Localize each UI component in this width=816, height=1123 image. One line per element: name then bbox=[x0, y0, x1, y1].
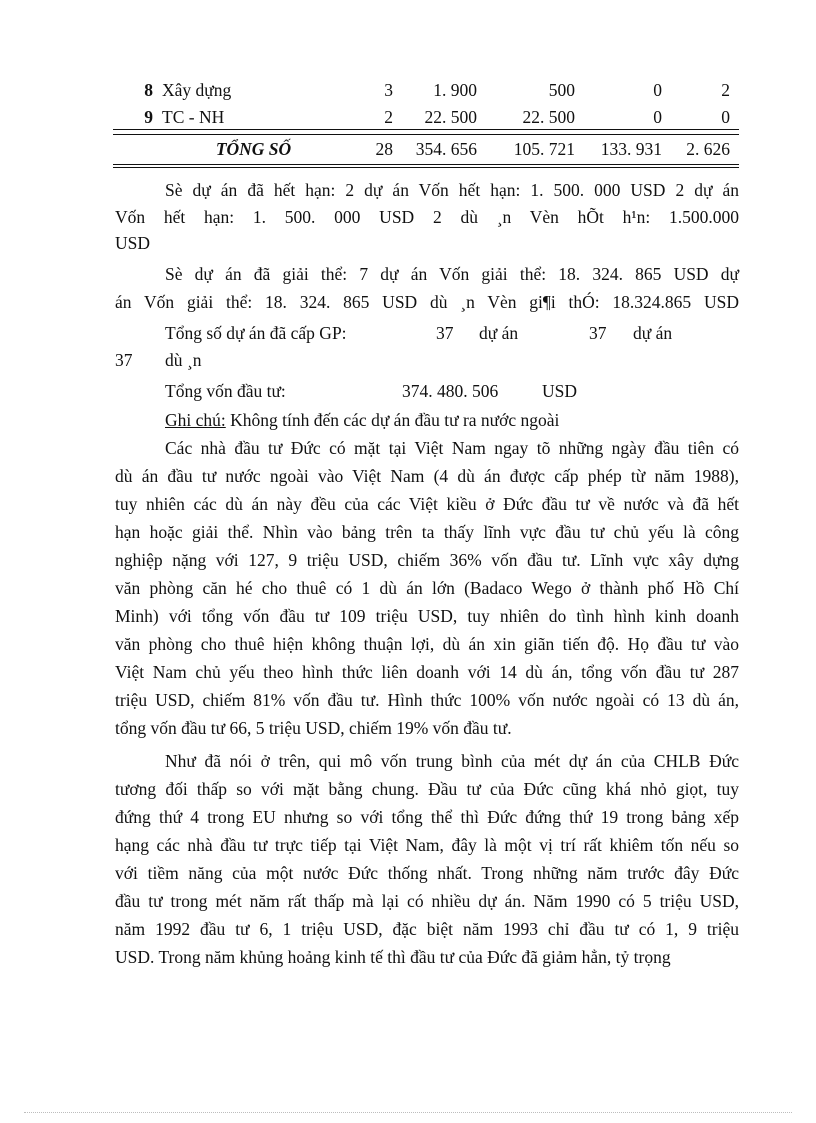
para1-line: tổng vốn đầu tư 66, 5 triệu USD, chiếm 19% vốn đầu tư. bbox=[115, 718, 512, 738]
row-sector: Xây dựng bbox=[162, 80, 232, 100]
para2-line: Như đã nói ở trên, qui mô vốn trung bình của mét dự án của CHLB Đức bbox=[165, 751, 739, 771]
licensed-count-a: 37 bbox=[436, 323, 454, 343]
dissolved-line-2: án Vốn giải thể: 18. 324. 865 USD dù ¸n Vèn gi¶i thÓ: 18.324.865 USD bbox=[115, 292, 739, 312]
licensed-unit-b: dự án bbox=[633, 323, 673, 343]
total-value-2: 354. 656 bbox=[415, 139, 477, 159]
licensed-unit-c: dù ¸n bbox=[165, 350, 202, 370]
row-value-5: 2 bbox=[721, 80, 730, 100]
table-row bbox=[113, 76, 739, 103]
para1-line: hạn hoặc giải thể. Nhìn vào bảng trên ta thấy lĩnh vực đầu tư chủ yếu là công bbox=[115, 522, 739, 542]
licensed-unit-a: dự án bbox=[479, 323, 519, 343]
row-value-5: 0 bbox=[721, 107, 730, 127]
total-label: TỔNG SỐ bbox=[215, 139, 292, 159]
note-text: Không tính đến các dự án đầu tư ra nước ngoài bbox=[225, 410, 560, 430]
capital-label: Tổng vốn đầu tư: bbox=[165, 381, 286, 401]
row-index: 8 bbox=[144, 80, 153, 100]
expired-line-3: USD bbox=[115, 233, 151, 253]
row-value-3: 22. 500 bbox=[522, 107, 575, 127]
para1-line: triệu USD, chiếm 81% vốn đầu tư. Hình thức 100% vốn nước ngoài có 13 dù án, bbox=[115, 690, 739, 710]
licensed-count-c: 37 bbox=[115, 350, 133, 370]
expired-line-1: Sè dự án đã hết hạn: 2 dự án Vốn hết hạn: 1. 500. 000 USD 2 dự án bbox=[165, 180, 739, 200]
table-rule bbox=[113, 167, 739, 168]
expired-line-2: Vốn hết hạn: 1. 500. 000 USD 2 dù ¸n Vèn hÕt h¹n: 1.500.000 bbox=[115, 207, 739, 227]
licensed-row bbox=[115, 322, 739, 344]
licensed-count-b: 37 bbox=[589, 323, 607, 343]
licensed-label: Tổng số dự án đã cấp GP: bbox=[165, 323, 347, 343]
para2-line: tương đối thấp so với mặt bằng chung. Đầu tư của Đức cũng khá nhỏ giọt, tuy bbox=[115, 779, 739, 799]
total-value-5: 2. 626 bbox=[686, 139, 730, 159]
capital-row bbox=[115, 380, 739, 402]
para1-line: văn phòng cho thuê hiện không thuận lợi, dù án xin giãn tiến độ. Họ đầu tư vào bbox=[115, 634, 739, 654]
total-row bbox=[113, 135, 739, 161]
para1-line: tuy nhiên các dù án này đều của các Việt kiều ở Đức đầu tư về nước và đã hết bbox=[115, 494, 739, 514]
note-label: Ghi chú: bbox=[165, 410, 226, 430]
para2-line: USD. Trong năm khủng hoảng kinh tế thì đầu tư của Đức đã giảm hẳn, tỷ trọng bbox=[115, 947, 671, 967]
row-value-2: 1. 900 bbox=[433, 80, 477, 100]
para2-line: đầu tư trong mét năm rất thấp mà lại có nhiều dự án. Năm 1990 có 5 triệu USD, bbox=[115, 891, 739, 911]
capital-value: 374. 480. 506 bbox=[402, 381, 499, 401]
para1-line: dù án đầu tư nước ngoài vào Việt Nam (4 dù án được cấp phép từ năm 1988), bbox=[115, 466, 739, 486]
row-value-4: 0 bbox=[653, 107, 662, 127]
row-value-2: 22. 500 bbox=[424, 107, 477, 127]
para2-line: đứng thứ 4 trong EU nhưng so với tổng thể thì Đức đứng thứ 19 trong bảng xếp bbox=[115, 807, 739, 827]
total-value-1: 28 bbox=[375, 139, 393, 159]
investment-table bbox=[113, 76, 739, 159]
row-value-1: 3 bbox=[384, 80, 393, 100]
total-value-3: 105. 721 bbox=[513, 139, 575, 159]
row-sector: TC - NH bbox=[162, 107, 225, 127]
para2-line: năm 1992 đầu tư 6, 1 triệu USD, đặc biệt năm 1993 chỉ đầu tư có 1, 9 triệu bbox=[115, 919, 739, 939]
note-line bbox=[165, 409, 789, 431]
para1-line: nghiệp nặng với 127, 9 triệu USD, chiếm 36% vốn đầu tư. Lĩnh vực xây dựng bbox=[115, 550, 739, 570]
row-value-1: 2 bbox=[384, 107, 393, 127]
page-bottom-divider bbox=[24, 1112, 792, 1113]
total-value-4: 133. 931 bbox=[600, 139, 662, 159]
row-index: 9 bbox=[144, 107, 153, 127]
dissolved-line-1: Sè dự án đã giải thể: 7 dự án Vốn giải thể: 18. 324. 865 USD dự bbox=[165, 264, 739, 284]
table-rule bbox=[113, 129, 739, 130]
table-row bbox=[113, 103, 739, 130]
capital-unit: USD bbox=[542, 381, 578, 401]
table-rule bbox=[113, 164, 739, 165]
para2-line: hạng các nhà đầu tư trực tiếp tại Việt Nam, đây là một vị trí rất khiêm tốn nếu so bbox=[115, 835, 739, 855]
para1-line: Minh) với tổng vốn đầu tư 109 triệu USD, tuy nhiên do tình hình kinh doanh bbox=[115, 606, 739, 626]
para1-line: văn phòng căn hé cho thuê có 1 dù án lớn (Badaco Wego ở thành phố Hồ Chí bbox=[115, 578, 739, 598]
para1-line: Các nhà đầu tư Đức có mặt tại Việt Nam ngay tõ những ngày đầu tiên có bbox=[165, 438, 739, 458]
row-value-4: 0 bbox=[653, 80, 662, 100]
para2-line: với tiềm năng của một nước Đức thống nhất. Trong những năm trước đây Đức bbox=[115, 863, 739, 883]
row-value-3: 500 bbox=[548, 80, 575, 100]
para1-line: Việt Nam chủ yếu theo hình thức liên doanh với 14 dù án, tổng vốn đầu tư 287 bbox=[115, 662, 739, 682]
licensed-row-2 bbox=[115, 349, 739, 371]
